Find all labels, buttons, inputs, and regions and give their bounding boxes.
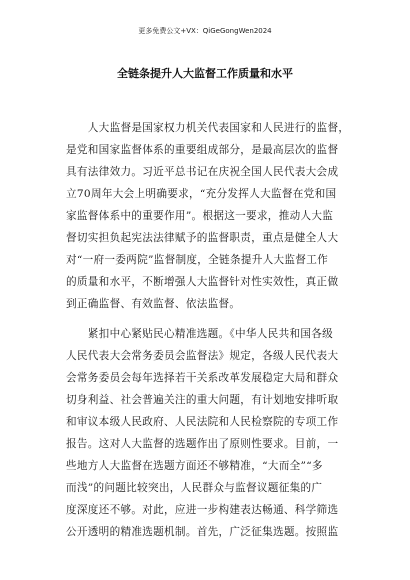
header-note: 更多免费公文+VX：QiGeGongWen2024 [138, 27, 272, 35]
text-line: 立70周年大会上明确要求，“充分发挥人大监督在党和国 [66, 188, 337, 200]
text-line: 些地方人大监督在选题方面还不够精准，“大而全”“多 [66, 460, 323, 472]
text-line: 家监督体系中的重要作用”。根据这一要求，推动人大监 [66, 210, 334, 222]
text-line: 到正确监督、有效监督、依法监督。 [66, 298, 241, 310]
text-line: 切身利益、社会普遍关注的重大问题，有计划地安排听取 [66, 394, 339, 406]
text-line: 的质量和水平，不断增强人大监督针对性实效性，真正做 [66, 276, 339, 288]
text-line: 紧扣中心紧贴民心精准选题。《中华人民共和国各级 [66, 328, 334, 340]
text-line: 具有法律效力。习近平总书记在庆祝全国人民代表大会成 [66, 166, 339, 178]
document-title: 全链条提升人大监督工作质量和水平 [117, 67, 293, 80]
text-line: 而浅”的问题比较突出，人民群众与监督议题征集的广 [66, 482, 323, 494]
text-line: 会常务委员会每年选择若干关系改革发展稳定大局和群众 [66, 372, 339, 384]
document-body [66, 117, 350, 551]
text-line: 和审议本级人民政府、人民法院和人民检察院的专项工作 [66, 416, 339, 428]
text-line: 对“一府一委两院”监督制度，全链条提升人大监督工作 [66, 254, 328, 266]
text-line: 是党和国家监督体系的重要组成部分，是最高层次的监督 [66, 144, 339, 156]
text-line: 人民代表大会常务委员会监督法》规定，各级人民代表大 [66, 350, 339, 362]
text-line: 公开透明的精准选题机制。首先，广泛征集选题。按照监 [66, 526, 339, 538]
paragraph-1 [66, 117, 350, 315]
text-line: 督切实担负起宪法法律赋予的监督职责，重点是健全人大 [66, 232, 339, 244]
text-line: 报告。这对人大监督的选题作出了原则性要求。目前，一 [66, 438, 339, 450]
paragraph-2 [66, 323, 350, 543]
text-line: 度深度还不够。对此，应进一步构建表达畅通、科学筛选 [66, 504, 339, 516]
text-line: 人大监督是国家权力机关代表国家和人民进行的监督， [66, 122, 350, 134]
